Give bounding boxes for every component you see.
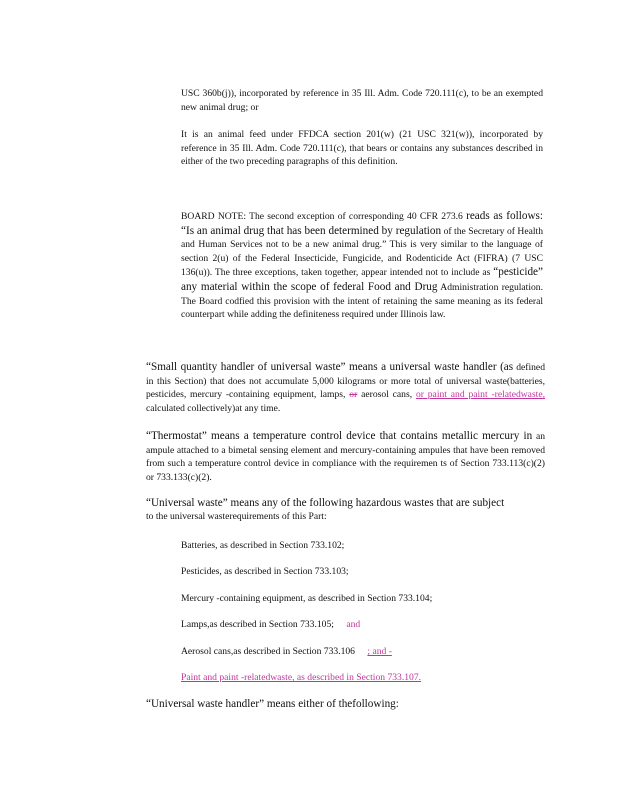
sqh-tail: calculated collectively)at any time. bbox=[146, 402, 281, 414]
list-item-paint-waste: Paint and paint -relatedwaste, as described in Section 733.107. bbox=[181, 672, 422, 683]
board-note-line1: BOARD NOTE: The second exception of corresponding 40 CFR 273.6 bbox=[181, 211, 463, 222]
sqh-inserted-paint: or paint and paint -relatedwaste, bbox=[415, 389, 545, 401]
list-item-mercury-equipment: Mercury -containing equipment, as described in Section 733.104; bbox=[181, 593, 433, 604]
sqh-deleted-or: or bbox=[349, 389, 358, 401]
sqh-aerosol: aerosol cans, bbox=[361, 389, 413, 401]
universal-waste-handler-definition: “Universal waste handler” means either of thefollowing: bbox=[146, 698, 399, 710]
uw-lead: “Universal waste” means any of the following hazardous wastes that are subject bbox=[146, 497, 505, 509]
small-quantity-handler-definition bbox=[146, 360, 545, 415]
thermostat-lead: “Thermostat” means a temperature control device that contains metallic mercury in bbox=[146, 430, 533, 442]
list-item-batteries: Batteries, as described in Section 733.102; bbox=[181, 540, 345, 551]
uw-body: to the universal wasterequirements of this Part: bbox=[146, 511, 327, 523]
board-note bbox=[181, 209, 543, 322]
universal-waste-definition bbox=[146, 496, 545, 524]
thermostat-definition bbox=[146, 429, 545, 484]
continued-paragraph: USC 360b(j)), incorporated by reference in 35 Ill. Adm. Code 720.111(c), to be an exempted new animal drug; or bbox=[181, 88, 543, 113]
list-item-lamps bbox=[181, 618, 360, 632]
board-note-pesticide-line: “pesticide” any material within the scope of federal Food and Drug bbox=[181, 266, 543, 293]
aerosol-text: Aerosol cans,as described in Section 733.106 bbox=[181, 646, 355, 657]
board-note-body2: Administration regulation. The Board codfied this provision with the intent of retaining the same meaning as its federal counterpart while adding the definiteness required under Illinois law. bbox=[181, 281, 543, 321]
board-note-body1: of the Secretary of Health and Human Services not to be a new animal drug.” This is very similar to the language of section 2(u) of the Federal Insecticide, Fungicide, and Rodenticide Act (FIFRA) (7 USC 136(u)). The three exceptions, taken together, appear intended not to include as bbox=[181, 225, 543, 279]
lamps-inserted-and: and bbox=[346, 619, 361, 630]
thermostat-body: an ampule attached to a bimetal sensing element and mercury-containing ampules that have been removed from such a temperature control device in compliance with the requiremen ts of Section 733.113(c)(2) or 733.133(c)(2). bbox=[146, 431, 545, 483]
lamps-text: Lamps,as described in Section 733.105; bbox=[181, 619, 334, 630]
list-item-pesticides: Pesticides, as described in Section 733.103; bbox=[181, 566, 349, 577]
animal-feed-paragraph: It is an animal feed under FFDCA section 201(w) (21 USC 321(w)), incorporated by reference in 35 Ill. Adm. Code 720.111(c), that bears or contains any substances described in either of the two preceding paragraphs of this definition. bbox=[181, 129, 543, 168]
list-item-aerosol-cans bbox=[181, 645, 392, 659]
sqh-lead: “Small quantity handler of universal waste” means a universal waste handler (as bbox=[146, 361, 514, 373]
sqh-body: defined in this Section) that does not accumulate 5,000 kilograms or more total of universal waste(batteries, pesticides, mercury -containing equipment, lamps, bbox=[146, 362, 545, 401]
board-note-line2: reads as follows: “Is an animal drug that has been determined by regulation bbox=[181, 210, 543, 237]
aerosol-inserted-and: ; and - bbox=[367, 646, 392, 657]
